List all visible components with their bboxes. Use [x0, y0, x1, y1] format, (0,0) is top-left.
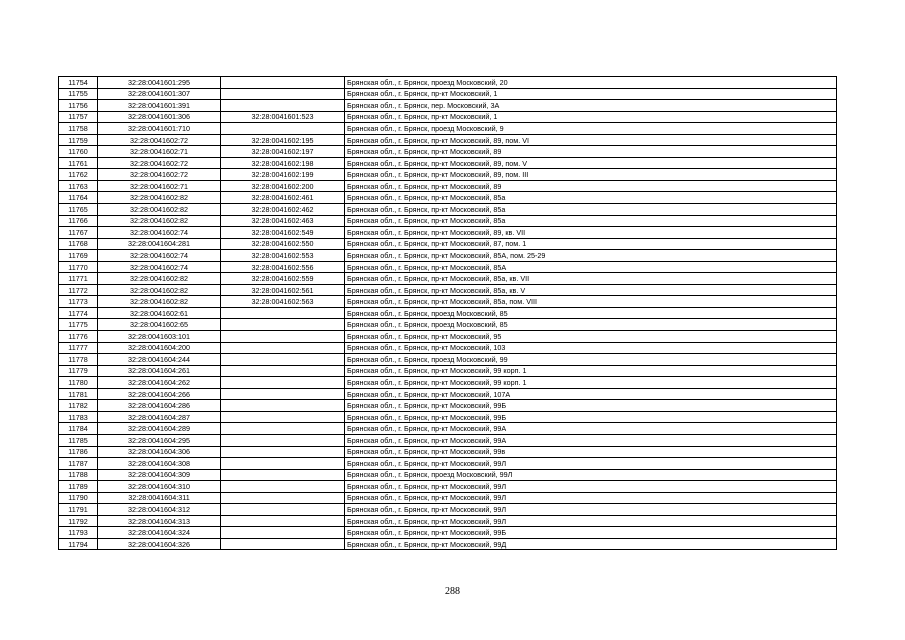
address-cell: Брянская обл., г. Брянск, пр-кт Московский, 99Б	[345, 400, 837, 412]
related-cadastral-number-cell	[221, 100, 345, 112]
row-number-cell: 11791	[59, 504, 98, 516]
row-number-cell: 11758	[59, 123, 98, 135]
related-cadastral-number-cell	[221, 481, 345, 493]
cadastral-number-cell: 32:28:0041602:71	[98, 146, 221, 158]
row-number-cell: 11789	[59, 481, 98, 493]
row-number-cell: 11772	[59, 284, 98, 296]
cadastral-number-cell: 32:28:0041604:261	[98, 365, 221, 377]
table-row	[59, 504, 837, 516]
related-cadastral-number-cell	[221, 342, 345, 354]
address-cell: Брянская обл., г. Брянск, пр-кт Московский, 89, пом. V	[345, 157, 837, 169]
cadastral-number-cell: 32:28:0041602:82	[98, 284, 221, 296]
cadastral-number-cell: 32:28:0041602:72	[98, 157, 221, 169]
address-cell: Брянская обл., г. Брянск, пр-кт Московский, 99Л	[345, 481, 837, 493]
cadastral-number-cell: 32:28:0041601:307	[98, 88, 221, 100]
table-row	[59, 296, 837, 308]
related-cadastral-number-cell	[221, 458, 345, 470]
related-cadastral-number-cell	[221, 388, 345, 400]
address-cell: Брянская обл., г. Брянск, пр-кт Московский, 85а	[345, 215, 837, 227]
cadastral-number-cell: 32:28:0041604:266	[98, 388, 221, 400]
row-number-cell: 11783	[59, 411, 98, 423]
cadastral-number-cell: 32:28:0041604:287	[98, 411, 221, 423]
row-number-cell: 11759	[59, 134, 98, 146]
address-cell: Брянская обл., г. Брянск, пер. Московский, 3А	[345, 100, 837, 112]
cadastral-number-cell: 32:28:0041604:309	[98, 469, 221, 481]
address-cell: Брянская обл., г. Брянск, пр-кт Московский, 95	[345, 331, 837, 343]
cadastral-number-cell: 32:28:0041604:289	[98, 423, 221, 435]
cadastral-number-cell: 32:28:0041604:295	[98, 434, 221, 446]
related-cadastral-number-cell	[221, 411, 345, 423]
related-cadastral-number-cell: 32:28:0041602:462	[221, 204, 345, 216]
address-cell: Брянская обл., г. Брянск, пр-кт Московский, 99А	[345, 434, 837, 446]
row-number-cell: 11763	[59, 180, 98, 192]
related-cadastral-number-cell	[221, 319, 345, 331]
page-number: 288	[445, 586, 460, 597]
table-row	[59, 227, 837, 239]
related-cadastral-number-cell: 32:28:0041602:197	[221, 146, 345, 158]
row-number-cell: 11760	[59, 146, 98, 158]
cadastral-number-cell: 32:28:0041604:324	[98, 527, 221, 539]
cadastral-number-cell: 32:28:0041601:710	[98, 123, 221, 135]
address-cell: Брянская обл., г. Брянск, пр-кт Московский, 85а, пом. VIII	[345, 296, 837, 308]
related-cadastral-number-cell	[221, 307, 345, 319]
row-number-cell: 11778	[59, 354, 98, 366]
address-cell: Брянская обл., г. Брянск, пр-кт Московский, 85а, кв. V	[345, 284, 837, 296]
address-cell: Брянская обл., г. Брянск, пр-кт Московский, 99Л	[345, 515, 837, 527]
row-number-cell: 11792	[59, 515, 98, 527]
table-row	[59, 204, 837, 216]
row-number-cell: 11790	[59, 492, 98, 504]
cadastral-number-cell: 32:28:0041602:61	[98, 307, 221, 319]
table-row	[59, 284, 837, 296]
address-cell: Брянская обл., г. Брянск, пр-кт Московский, 89, пом. III	[345, 169, 837, 181]
cadastral-number-cell: 32:28:0041602:82	[98, 296, 221, 308]
cadastral-number-cell: 32:28:0041602:82	[98, 204, 221, 216]
related-cadastral-number-cell: 32:28:0041602:559	[221, 273, 345, 285]
row-number-cell: 11775	[59, 319, 98, 331]
table-row	[59, 388, 837, 400]
row-number-cell: 11782	[59, 400, 98, 412]
address-cell: Брянская обл., г. Брянск, пр-кт Московский, 99 корп. 1	[345, 365, 837, 377]
table-row	[59, 123, 837, 135]
row-number-cell: 11779	[59, 365, 98, 377]
table-row	[59, 434, 837, 446]
related-cadastral-number-cell	[221, 365, 345, 377]
table-row	[59, 250, 837, 262]
row-number-cell: 11761	[59, 157, 98, 169]
address-cell: Брянская обл., г. Брянск, пр-кт Московский, 107А	[345, 388, 837, 400]
related-cadastral-number-cell	[221, 469, 345, 481]
related-cadastral-number-cell	[221, 492, 345, 504]
address-cell: Брянская обл., г. Брянск, пр-кт Московский, 99Д	[345, 538, 837, 550]
table-row	[59, 411, 837, 423]
related-cadastral-number-cell	[221, 123, 345, 135]
cadastral-number-cell: 32:28:0041601:295	[98, 77, 221, 89]
related-cadastral-number-cell	[221, 504, 345, 516]
cadastral-number-cell: 32:28:0041602:65	[98, 319, 221, 331]
related-cadastral-number-cell: 32:28:0041602:556	[221, 261, 345, 273]
related-cadastral-number-cell: 32:28:0041602:200	[221, 180, 345, 192]
related-cadastral-number-cell: 32:28:0041602:461	[221, 192, 345, 204]
address-cell: Брянская обл., г. Брянск, пр-кт Московский, 87, пом. 1	[345, 238, 837, 250]
related-cadastral-number-cell: 32:28:0041602:553	[221, 250, 345, 262]
address-cell: Брянская обл., г. Брянск, пр-кт Московский, 89, пом. VI	[345, 134, 837, 146]
table-row	[59, 134, 837, 146]
row-number-cell: 11766	[59, 215, 98, 227]
related-cadastral-number-cell	[221, 77, 345, 89]
row-number-cell: 11794	[59, 538, 98, 550]
table-row	[59, 469, 837, 481]
related-cadastral-number-cell: 32:28:0041602:563	[221, 296, 345, 308]
row-number-cell: 11757	[59, 111, 98, 123]
row-number-cell: 11785	[59, 434, 98, 446]
address-cell: Брянская обл., г. Брянск, пр-кт Московский, 99 корп. 1	[345, 377, 837, 389]
cadastral-number-cell: 32:28:0041602:72	[98, 134, 221, 146]
table-row	[59, 180, 837, 192]
row-number-cell: 11767	[59, 227, 98, 239]
related-cadastral-number-cell	[221, 515, 345, 527]
table-row	[59, 446, 837, 458]
cadastral-number-cell: 32:28:0041604:308	[98, 458, 221, 470]
address-cell: Брянская обл., г. Брянск, пр-кт Московский, 85А, пом. 25-29	[345, 250, 837, 262]
cadastral-number-cell: 32:28:0041602:82	[98, 273, 221, 285]
related-cadastral-number-cell	[221, 527, 345, 539]
table-row	[59, 157, 837, 169]
row-number-cell: 11776	[59, 331, 98, 343]
related-cadastral-number-cell: 32:28:0041602:195	[221, 134, 345, 146]
table-row	[59, 169, 837, 181]
row-number-cell: 11755	[59, 88, 98, 100]
table-row	[59, 354, 837, 366]
related-cadastral-number-cell	[221, 88, 345, 100]
table-row	[59, 515, 837, 527]
table-row	[59, 458, 837, 470]
related-cadastral-number-cell	[221, 331, 345, 343]
address-cell: Брянская обл., г. Брянск, пр-кт Московский, 89	[345, 180, 837, 192]
cadastral-number-cell: 32:28:0041604:326	[98, 538, 221, 550]
address-cell: Брянская обл., г. Брянск, пр-кт Московский, 99А	[345, 423, 837, 435]
cadastral-number-cell: 32:28:0041604:281	[98, 238, 221, 250]
address-cell: Брянская обл., г. Брянск, проезд Московский, 99	[345, 354, 837, 366]
address-cell: Брянская обл., г. Брянск, проезд Московский, 20	[345, 77, 837, 89]
cadastral-number-cell: 32:28:0041603:101	[98, 331, 221, 343]
address-cell: Брянская обл., г. Брянск, пр-кт Московский, 1	[345, 111, 837, 123]
cadastral-number-cell: 32:28:0041604:286	[98, 400, 221, 412]
address-cell: Брянская обл., г. Брянск, проезд Московский, 85	[345, 319, 837, 331]
related-cadastral-number-cell: 32:28:0041602:199	[221, 169, 345, 181]
address-cell: Брянская обл., г. Брянск, пр-кт Московский, 89, кв. VII	[345, 227, 837, 239]
row-number-cell: 11762	[59, 169, 98, 181]
address-cell: Брянская обл., г. Брянск, пр-кт Московский, 99Л	[345, 458, 837, 470]
row-number-cell: 11781	[59, 388, 98, 400]
table-row	[59, 319, 837, 331]
related-cadastral-number-cell	[221, 354, 345, 366]
table-row	[59, 423, 837, 435]
cadastral-number-cell: 32:28:0041602:72	[98, 169, 221, 181]
table-row	[59, 100, 837, 112]
related-cadastral-number-cell	[221, 538, 345, 550]
table-row	[59, 111, 837, 123]
related-cadastral-number-cell: 32:28:0041602:463	[221, 215, 345, 227]
related-cadastral-number-cell	[221, 423, 345, 435]
row-number-cell: 11787	[59, 458, 98, 470]
related-cadastral-number-cell: 32:28:0041601:523	[221, 111, 345, 123]
related-cadastral-number-cell	[221, 446, 345, 458]
related-cadastral-number-cell: 32:28:0041602:198	[221, 157, 345, 169]
related-cadastral-number-cell: 32:28:0041602:561	[221, 284, 345, 296]
table-row	[59, 77, 837, 89]
address-cell: Брянская обл., г. Брянск, пр-кт Московский, 89	[345, 146, 837, 158]
row-number-cell: 11765	[59, 204, 98, 216]
table-row	[59, 146, 837, 158]
related-cadastral-number-cell: 32:28:0041602:550	[221, 238, 345, 250]
cadastral-number-cell: 32:28:0041604:312	[98, 504, 221, 516]
table-row	[59, 192, 837, 204]
address-cell: Брянская обл., г. Брянск, пр-кт Московский, 99Л	[345, 492, 837, 504]
cadastral-number-cell: 32:28:0041602:82	[98, 192, 221, 204]
table-row	[59, 238, 837, 250]
table-row	[59, 88, 837, 100]
row-number-cell: 11773	[59, 296, 98, 308]
table-row	[59, 273, 837, 285]
row-number-cell: 11756	[59, 100, 98, 112]
table-row	[59, 365, 837, 377]
address-cell: Брянская обл., г. Брянск, пр-кт Московский, 85А	[345, 261, 837, 273]
cadastral-number-cell: 32:28:0041601:306	[98, 111, 221, 123]
row-number-cell: 11754	[59, 77, 98, 89]
related-cadastral-number-cell	[221, 377, 345, 389]
cadastral-number-cell: 32:28:0041604:200	[98, 342, 221, 354]
row-number-cell: 11771	[59, 273, 98, 285]
address-cell: Брянская обл., г. Брянск, проезд Московский, 9	[345, 123, 837, 135]
address-cell: Брянская обл., г. Брянск, пр-кт Московский, 99в	[345, 446, 837, 458]
address-cell: Брянская обл., г. Брянск, пр-кт Московский, 1	[345, 88, 837, 100]
address-cell: Брянская обл., г. Брянск, пр-кт Московский, 99Б	[345, 411, 837, 423]
row-number-cell: 11777	[59, 342, 98, 354]
table-row	[59, 342, 837, 354]
table-row	[59, 307, 837, 319]
cadastral-number-cell: 32:28:0041604:262	[98, 377, 221, 389]
registry-body	[59, 77, 837, 550]
related-cadastral-number-cell	[221, 434, 345, 446]
address-cell: Брянская обл., г. Брянск, пр-кт Московский, 85а	[345, 192, 837, 204]
address-cell: Брянская обл., г. Брянск, пр-кт Московский, 85а, кв. VII	[345, 273, 837, 285]
row-number-cell: 11780	[59, 377, 98, 389]
related-cadastral-number-cell: 32:28:0041602:549	[221, 227, 345, 239]
row-number-cell: 11786	[59, 446, 98, 458]
table-row	[59, 377, 837, 389]
related-cadastral-number-cell	[221, 400, 345, 412]
address-cell: Брянская обл., г. Брянск, проезд Московский, 85	[345, 307, 837, 319]
row-number-cell: 11784	[59, 423, 98, 435]
cadastral-number-cell: 32:28:0041604:311	[98, 492, 221, 504]
cadastral-number-cell: 32:28:0041601:391	[98, 100, 221, 112]
cadastral-number-cell: 32:28:0041604:306	[98, 446, 221, 458]
registry-table	[58, 76, 837, 550]
cadastral-number-cell: 32:28:0041604:310	[98, 481, 221, 493]
row-number-cell: 11788	[59, 469, 98, 481]
cadastral-number-cell: 32:28:0041602:74	[98, 250, 221, 262]
table-row	[59, 538, 837, 550]
cadastral-number-cell: 32:28:0041602:82	[98, 215, 221, 227]
row-number-cell: 11793	[59, 527, 98, 539]
table-row	[59, 215, 837, 227]
address-cell: Брянская обл., г. Брянск, пр-кт Московский, 85а	[345, 204, 837, 216]
cadastral-number-cell: 32:28:0041602:74	[98, 261, 221, 273]
cadastral-number-cell: 32:28:0041602:74	[98, 227, 221, 239]
row-number-cell: 11769	[59, 250, 98, 262]
address-cell: Брянская обл., г. Брянск, пр-кт Московский, 99Б	[345, 527, 837, 539]
address-cell: Брянская обл., г. Брянск, проезд Московский, 99Л	[345, 469, 837, 481]
row-number-cell: 11768	[59, 238, 98, 250]
address-cell: Брянская обл., г. Брянск, пр-кт Московский, 99Л	[345, 504, 837, 516]
row-number-cell: 11774	[59, 307, 98, 319]
table-row	[59, 527, 837, 539]
table-row	[59, 492, 837, 504]
table-row	[59, 481, 837, 493]
cadastral-number-cell: 32:28:0041604:244	[98, 354, 221, 366]
table-row	[59, 400, 837, 412]
cadastral-number-cell: 32:28:0041604:313	[98, 515, 221, 527]
table-row	[59, 261, 837, 273]
row-number-cell: 11764	[59, 192, 98, 204]
table-row	[59, 331, 837, 343]
row-number-cell: 11770	[59, 261, 98, 273]
address-cell: Брянская обл., г. Брянск, пр-кт Московский, 103	[345, 342, 837, 354]
cadastral-number-cell: 32:28:0041602:71	[98, 180, 221, 192]
